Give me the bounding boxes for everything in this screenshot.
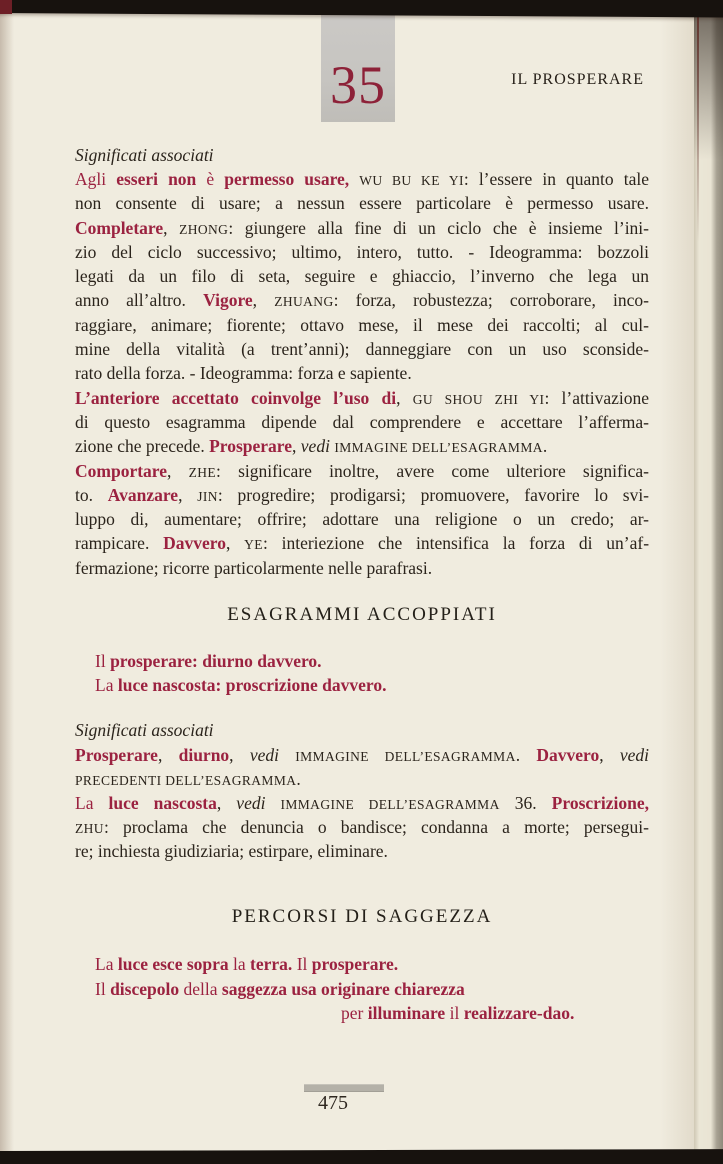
text-segment-rr: La — [95, 675, 118, 696]
text-segment-it: Significati associati — [75, 145, 214, 165]
page-left-shadow — [0, 0, 14, 1164]
text-line — [75, 361, 649, 385]
text-segment-sc: JIN — [197, 488, 218, 504]
text-segment-rb: Avanzare — [107, 484, 179, 505]
text-segment-rb: Vigore — [203, 290, 253, 311]
text-line — [75, 337, 649, 361]
text-line — [75, 313, 649, 337]
text-segment-rb: luce nascosta — [108, 793, 217, 814]
text-line — [75, 434, 649, 458]
text-segment-sc: PRECEDENTI DELL’ESAGRAMMA — [75, 773, 297, 789]
text-segment-sc: IMMAGINE DELL’ESAGRAMMA — [280, 797, 500, 813]
text-segment-rb: Prosperare — [209, 436, 293, 457]
wisdom-paths-verse — [95, 952, 649, 1026]
text-segment-rr: Il — [95, 978, 111, 999]
text-segment-b: anno all’altro. — [75, 290, 204, 311]
text-segment-rb: luce nascosta: proscrizione davvero. — [117, 675, 387, 696]
text-segment-rb: illuminare — [367, 1003, 450, 1024]
text-line — [75, 459, 649, 483]
text-segment-it: Significati associati — [75, 720, 214, 740]
chapter-tab — [321, 13, 395, 122]
text-segment-rr: è — [206, 169, 225, 189]
text-segment-rb: Davvero — [536, 745, 600, 765]
text-segment-b: : interiezione che intensifica la forza di un’af- — [262, 533, 650, 554]
text-line — [95, 673, 649, 697]
text-segment-b: : l’attivazione — [544, 387, 649, 408]
text-segment-rb: L’anteriore accettato coinvolge l’uso di — [75, 387, 397, 408]
section-title-percorsi-di-saggezza: PERCORSI DI SAGGEZZA — [231, 906, 493, 927]
section-title-esagrammi-accoppiati: ESAGRAMMI ACCOPPIATI — [227, 604, 497, 625]
text-segment-rr: la — [233, 954, 251, 974]
text-segment-rr: della — [183, 978, 222, 999]
text-segment-rb: Completare — [75, 217, 164, 238]
running-header: IL PROSPERARE — [511, 71, 644, 88]
text-line — [95, 952, 649, 977]
text-segment-b: fermazione; ricorre particolarmente nelle parafrasi. — [75, 557, 433, 578]
text-line — [95, 649, 649, 673]
text-segment-it: vedi — [249, 745, 296, 765]
text-segment-rb: saggezza usa originare chiarezza — [221, 978, 465, 999]
text-segment-rb: terra. — [250, 954, 297, 974]
text-segment-it: vedi — [300, 436, 335, 457]
text-segment-rb: Proscrizione, — [551, 793, 650, 814]
text-segment-sc: ZHUANG — [274, 294, 334, 310]
scan-bottom-bar — [0, 1149, 723, 1164]
text-segment-rb: esseri non — [116, 169, 207, 189]
text-line — [75, 410, 649, 434]
significati-associati-label-1 — [75, 143, 649, 167]
text-segment-sc: IMMAGINE DELL’ESAGRAMMA — [334, 440, 543, 456]
text-line — [75, 143, 649, 167]
text-segment-b: : giungere alla fine di un ciclo che è insieme l’ini- — [228, 217, 649, 238]
text-segment-sc: IMMAGINE DELL’ESAGRAMMA — [295, 749, 516, 764]
text-segment-rr: La — [95, 954, 118, 974]
text-line — [75, 767, 649, 791]
text-line — [75, 507, 649, 531]
text-segment-rr: Il — [95, 651, 111, 671]
text-line — [75, 743, 649, 767]
text-segment-b: : progredire; prodigarsi; promuovere, favorire lo svi- — [217, 484, 650, 505]
text-segment-b: : l’essere in quanto tale — [463, 169, 649, 189]
text-segment-rb: discepolo — [110, 978, 184, 999]
text-segment-b: , — [225, 533, 245, 554]
text-segment-rr: per — [341, 1003, 368, 1024]
text-segment-b: . — [542, 436, 548, 457]
text-line — [75, 216, 649, 240]
text-segment-rb: Prosperare — [75, 745, 158, 765]
text-segment-b: zio del ciclo successivo; ultimo, intero, tutto. - Ideogramma: bozzoli — [75, 241, 649, 262]
text-line — [75, 791, 649, 815]
text-segment-b: , — [216, 793, 237, 814]
text-line — [75, 240, 649, 264]
text-line — [75, 531, 649, 555]
text-segment-b: zione che precede. — [75, 436, 210, 457]
text-segment-b: . — [515, 745, 537, 765]
text-segment-rb: prosperare: diurno davvero. — [110, 651, 322, 671]
text-segment-b: rampicare. — [75, 533, 164, 554]
text-segment-rb: permesso usare, — [224, 169, 350, 189]
text-line — [75, 483, 649, 507]
scan-corner-spot — [0, 0, 12, 14]
text-segment-rb: prosperare. — [311, 954, 399, 974]
text-line — [75, 264, 649, 288]
paired-hexagrams-couplet — [95, 649, 649, 698]
text-segment-rb: Davvero — [163, 533, 226, 554]
text-segment-sc: ZHU — [75, 821, 104, 837]
page-number: 475 — [318, 1092, 348, 1114]
text-line — [95, 1001, 649, 1026]
text-segment-b: , — [157, 745, 179, 765]
text-segment-sc: GU SHOU ZHI YI — [412, 391, 545, 407]
text-segment-b: di questo esagramma dipende dal comprendere e accettare l’afferma- — [75, 411, 649, 432]
text-segment-rb: luce esce sopra — [117, 954, 234, 974]
text-segment-b: non consente di usare; a nessun essere particolare è permesso usare. — [75, 193, 649, 214]
text-segment-b: : significare inoltre, avere come ulteriore significa- — [216, 460, 650, 481]
text-segment-b: , — [163, 217, 180, 238]
page-edge-line — [697, 12, 699, 242]
page-right-shadow — [660, 0, 694, 1164]
text-segment-b: 36. — [499, 793, 552, 814]
text-segment-b: : proclama che denuncia o bandisce; condanna a morte; persegui- — [103, 817, 649, 838]
text-segment-rr: Agli — [75, 169, 117, 189]
text-segment-b: . — [296, 769, 301, 790]
text-segment-b: re; inchiesta giudiziaria; estirpare, eliminare. — [75, 841, 388, 862]
associated-meanings-paragraph — [75, 167, 649, 580]
paired-meanings-paragraph — [75, 743, 649, 863]
text-line — [75, 288, 649, 312]
text-line — [95, 977, 649, 1002]
text-segment-b: , — [599, 745, 620, 765]
text-segment-it: vedi — [236, 793, 281, 814]
text-line — [75, 386, 649, 410]
text-line — [75, 815, 649, 839]
text-segment-b: raggiare, animare; fiorente; ottavo mese, il mese dei raccolti; al cul- — [75, 314, 649, 335]
text-segment-rb: realizzare-dao. — [463, 1003, 575, 1024]
text-segment-sc: WU BU KE YI — [359, 173, 464, 188]
text-segment-rb: Comportare — [75, 460, 168, 481]
text-segment-b: , — [252, 290, 275, 311]
text-segment-b — [349, 169, 359, 189]
text-segment-rb: diurno — [178, 745, 230, 765]
text-segment-b: , — [292, 436, 301, 457]
significati-associati-label-2 — [75, 718, 649, 742]
text-segment-rr: Il — [296, 954, 312, 974]
text-segment-b: , — [396, 387, 413, 408]
text-segment-b: to. — [75, 484, 108, 505]
text-segment-b: , — [229, 745, 250, 765]
chapter-number: 35 — [330, 55, 386, 115]
text-segment-b: , — [167, 460, 189, 481]
text-segment-b: luppo di, aumentare; offrire; adottare una religione o un credo; ar- — [75, 509, 649, 530]
text-segment-sc: ZHONG — [179, 221, 229, 237]
text-segment-b: : forza, robustezza; corroborare, inco- — [333, 290, 650, 311]
text-segment-b: rato della forza. - Ideogramma: forza e sapiente. — [75, 363, 412, 384]
text-segment-sc: ZHE — [188, 464, 217, 480]
text-line — [75, 718, 649, 742]
footer-ornament-bar — [304, 1084, 384, 1092]
text-line — [75, 556, 649, 580]
scan-top-bar — [0, 0, 723, 18]
text-segment-rr: il — [449, 1003, 464, 1024]
text-segment-b: mine della vitalità (a trent’anni); danneggiare con un uso sconside- — [75, 339, 649, 360]
text-segment-rr: La — [75, 793, 109, 814]
text-segment-b: legati da un filo di seta, seguire e ghiaccio, l’inverno che lega un — [75, 266, 649, 287]
text-line — [75, 191, 649, 215]
text-line — [75, 167, 649, 191]
text-segment-sc: YE — [244, 537, 263, 553]
text-line — [75, 839, 649, 863]
text-segment-b: , — [178, 484, 198, 505]
text-segment-it: vedi — [619, 745, 650, 765]
